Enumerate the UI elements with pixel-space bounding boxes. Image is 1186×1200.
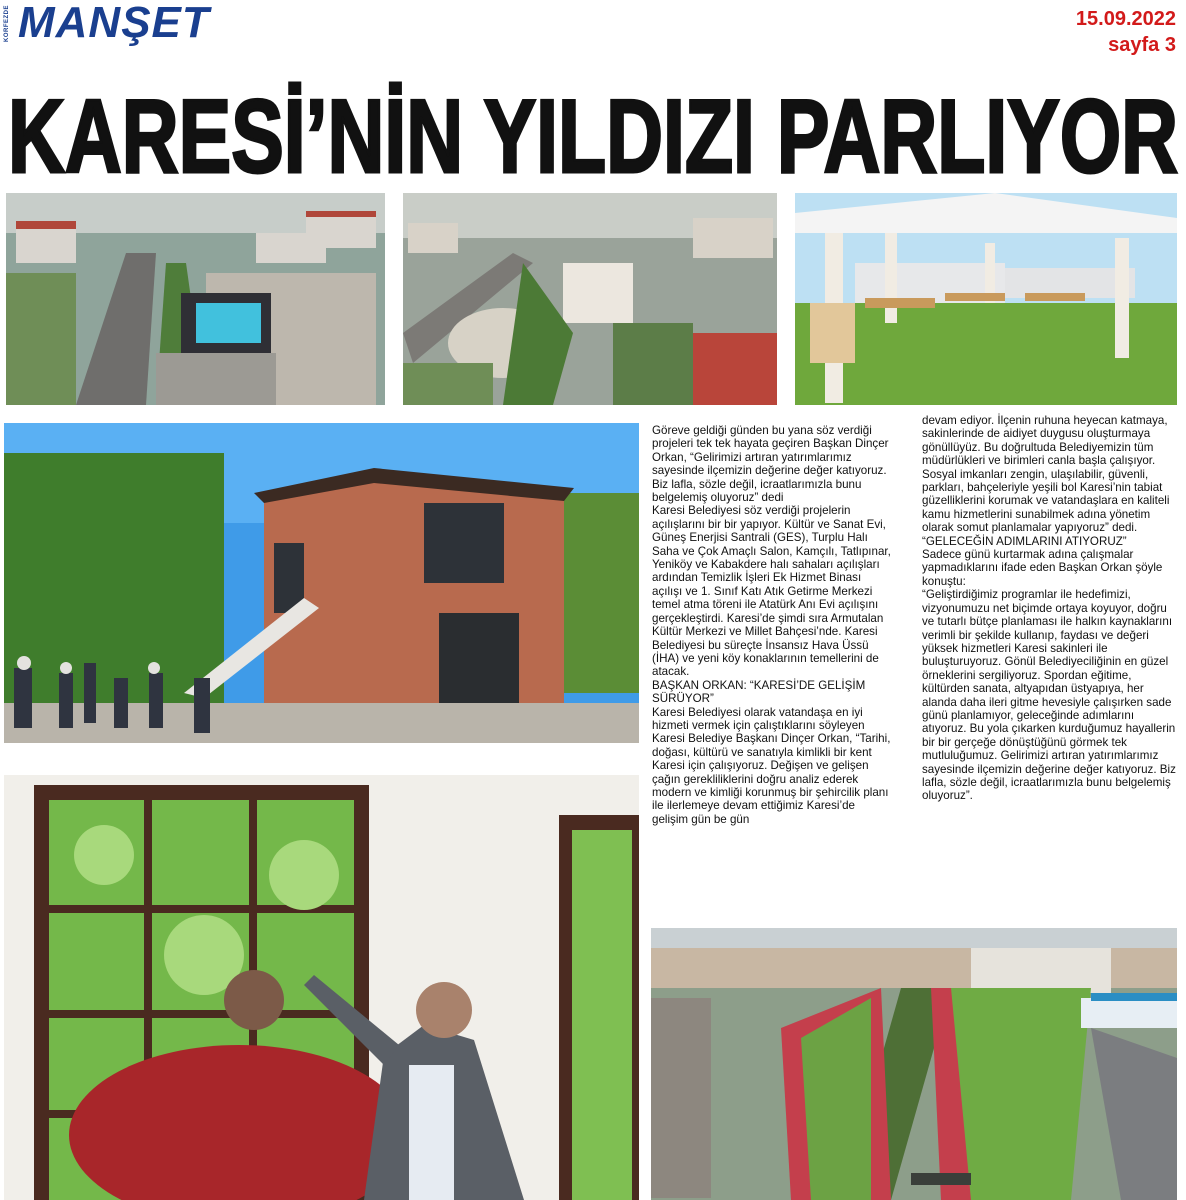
masthead-side-text: KÖRFEZDE (4, 5, 10, 43)
article-subheading: BAŞKAN ORKAN: “KARESİ’DE GELİŞİM SÜRÜYOR” (652, 678, 866, 706)
headline (0, 76, 1186, 186)
article-paragraph: devam ediyor. İlçenin ruhuna heyecan katmaya, sakinlerinde de aidiyet duygusu oluşturmaya gönüllüyüz. Bu doğrultuda Belediyemizin tüm müdürlükleri ve birimleri canla başla çalışıyor. Sosyal imkanları zengin, ulaşılabilir, güvenli, parkları, bahçeleriyle yeşili bol Karesi’nin tabiat güzelliklerini korumak ve vatandaşlara en kaliteli kamu hizmetlerini sunabilmek adına yönetim olarak somut planlamalar yapıyoruz” dedi. (922, 414, 1170, 535)
article-paragraph: “Geliştirdiğimiz programlar ile hedefimizi, vizyonumuzu net biçimde ortaya koyuyor, doğru ve tutarlı bütçe planlaması ile halkın kaynaklarını verimli bir şekilde kullanıp, faydası ve değeri yüksek hizmetleri Karesi sakinleri ile buluşturuyoruz. Gönül Belediyeciliğinin en güzel örneklerini sergiliyoruz. Spordan eğitime, kültürden sanata, altyapıdan üstyapıya, her alanda daha ileri gitme hevesiyle çalışırken sade günü planlamıyor, geleceğinde adımlarını atıyoruz. Bu yola çıkarken kurduğumuz hayallerin bir bir gerçeğe dönüştüğünü görmek tek mutluluğumuz. Gelirimizi artıran yatırımlarımız sayesinde ilçemizin değerine değer katıyoruz. Biz lafla, sözle değil, icraatlarımızla bunu belgelemiş oluyoruz”. (922, 588, 1176, 803)
masthead-name: MANŞET (18, 0, 210, 47)
article-column-2 (922, 414, 1176, 924)
article-paragraph: Karesi Belediyesi olarak vatandaşa en iyi hizmeti vermek için çalıştıklarını söyleyen Karesi Belediye Başkanı Dinçer Orkan, “Tarihi, doğası, kültürü ve sanatıyla kimlikli bir kent Karesi için çalışıyoruz. Değişen ve gelişen çağın gerekliliklerini doğru analiz ederek modern ve kimliği korunmuş bir şehircilik planı ile ilerlemeye devam ettiğimiz Karesi’de gelişim gün be gün (652, 705, 891, 826)
page-number: sayfa 3 (1108, 34, 1176, 56)
photo-aerial-building (403, 193, 777, 405)
photo-brick-building (4, 423, 639, 743)
article-subheading: “GELECEĞİN ADIMLARINI ATIYORUZ” (922, 534, 1127, 548)
article-paragraph: Karesi Belediyesi söz verdiği projelerin açılışlarını bir bir yapıyor. Kültür ve Sanat Evi, Güneş Enerjisi Santrali (GES), Turplu Halı Saha ve Çok Amaçlı Salon, Kamçılı, Tatlıpınar, Yeniköy ve Kabakdere halı sahaları açılışları ardından Temizlik İşleri Ek Hizmet Binası açılışı ve 1. Sınıf Katı Atık Getirme Merkezi temel atma töreni ile Atatürk Anı Evi açılışını gerçekleştirdi. Karesi’de şimdi sıra Armutalan Kültür Merkezi ve Millet Bahçesi’nde. Karesi Belediyesi bu süreçte İnsansız Hava Üssü (İHA) ve yeni köy konaklarının temellerini de atacak. (652, 504, 891, 679)
photo-picnic-pergola (795, 193, 1177, 405)
photo-interior-window (4, 775, 639, 1200)
article-paragraph: Sadece günü kurtarmak adına çalışmalar yapmadıklarını ifade eden Başkan Orkan şöyle konuştu: (922, 548, 1163, 588)
article-column-1 (652, 424, 894, 924)
masthead-logo (4, 2, 272, 46)
photo-aerial-park (651, 928, 1177, 1200)
photo-aerial-pool (6, 193, 385, 405)
headline-text: KARESİ’NİN YILDIZI PARLIYOR (8, 79, 1178, 186)
article-paragraph: Göreve geldiği günden bu yana söz verdiği projeleri tek tek hayata geçiren Başkan Dinçer Orkan, “Gelirimizi artıran yatırımlarımız sayesinde ilçemizin değerine değer katıyoruz. Biz lafla, sözle değil, icraatlarımızla bunu belgelemiş oluyoruz” dedi (652, 424, 889, 505)
issue-date: 15.09.2022 (1075, 8, 1176, 30)
